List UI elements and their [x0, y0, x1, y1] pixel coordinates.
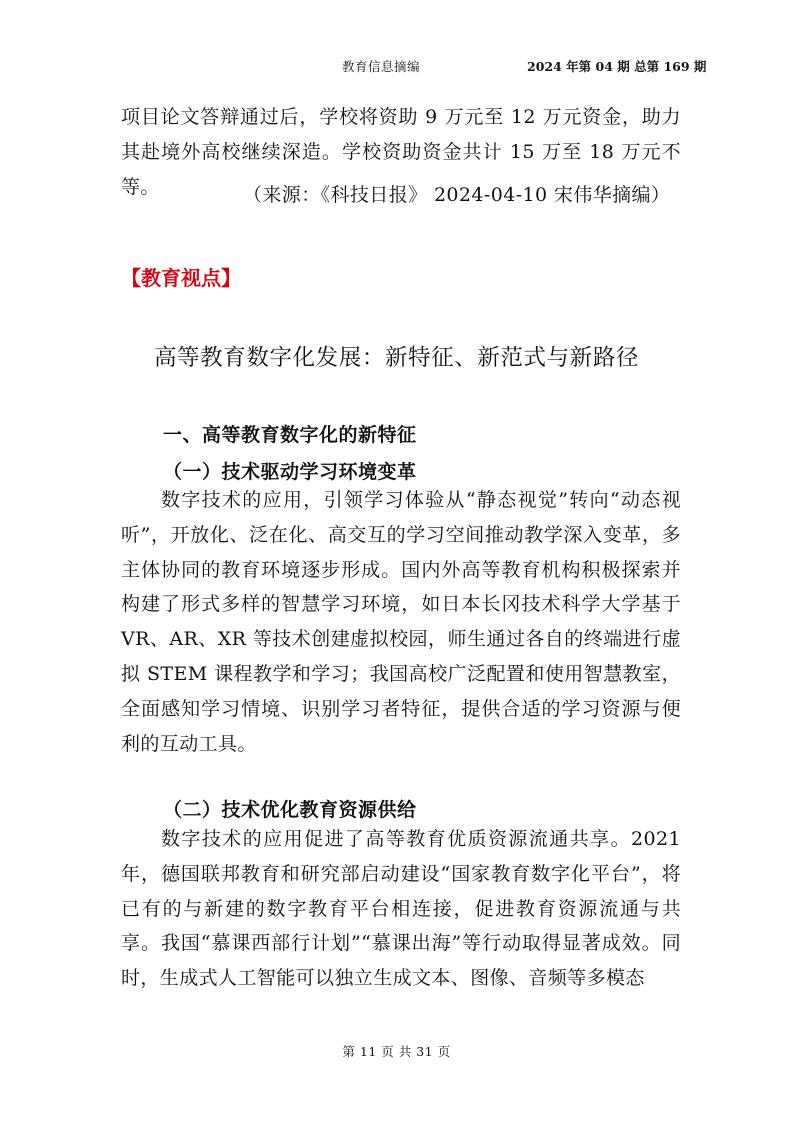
- section-tag: 【教育视点】: [121, 266, 241, 290]
- subsection-heading-1: （一）技术驱动学习环境变革: [163, 461, 417, 483]
- intro-paragraph: 项目论文答辩通过后，学校将资助 9 万元至 12 万元资金，助力其赴境外高校继续深造。学校资助资金共计 15 万至 18 万元不等。: [121, 106, 681, 198]
- page-header: [0, 57, 793, 75]
- subsection-paragraph-2: 数字技术的应用促进了高等教育优质资源流通共享。2021 年，德国联邦教育和研究部启动建设“国家教育数字化平台”，将已有的与新建的数字教育平台相连接，促进教育资源流通与共享。我国“慕课西部行计划”“慕课出海”等行动取得显著成效。同时，生成式人工智能可以独立生成文本、图像、音频等多模态: [121, 828, 681, 990]
- page-footer: 第 11 页 共 31 页: [342, 1044, 451, 1059]
- heading-level-1: 一、高等教育数字化的新特征: [163, 424, 417, 446]
- subsection-heading-2: （二）技术优化教育资源供给: [163, 799, 417, 821]
- subsection-paragraph-1: 数字技术的应用，引领学习体验从“静态视觉”转向“动态视听”，开放化、泛在化、高交互的学习空间推动教学深入变革，多主体协同的教育环境逐步形成。国内外高等教育机构积极探索并构建了形式多样的智慧学习环境，如日本长冈技术科学大学基于 VR、AR、XR 等技术创建虚拟校园，师生通过各自的终端进行虚拟 STEM 课程教学和学习；我国高校广泛配置和使用智慧教室，全面感知学习情境、识别学习者特征，提供合适的学习资源与便利的互动工具。: [121, 489, 681, 755]
- publication-name: 教育信息摘编: [342, 59, 421, 74]
- article-title: 高等教育数字化发展：新特征、新范式与新路径: [153, 345, 640, 371]
- source-citation: （来源：《科技日报》 2024-04-10 宋伟华摘编）: [243, 184, 671, 206]
- issue-info: 2024 年第 04 期 总第 169 期: [527, 59, 707, 74]
